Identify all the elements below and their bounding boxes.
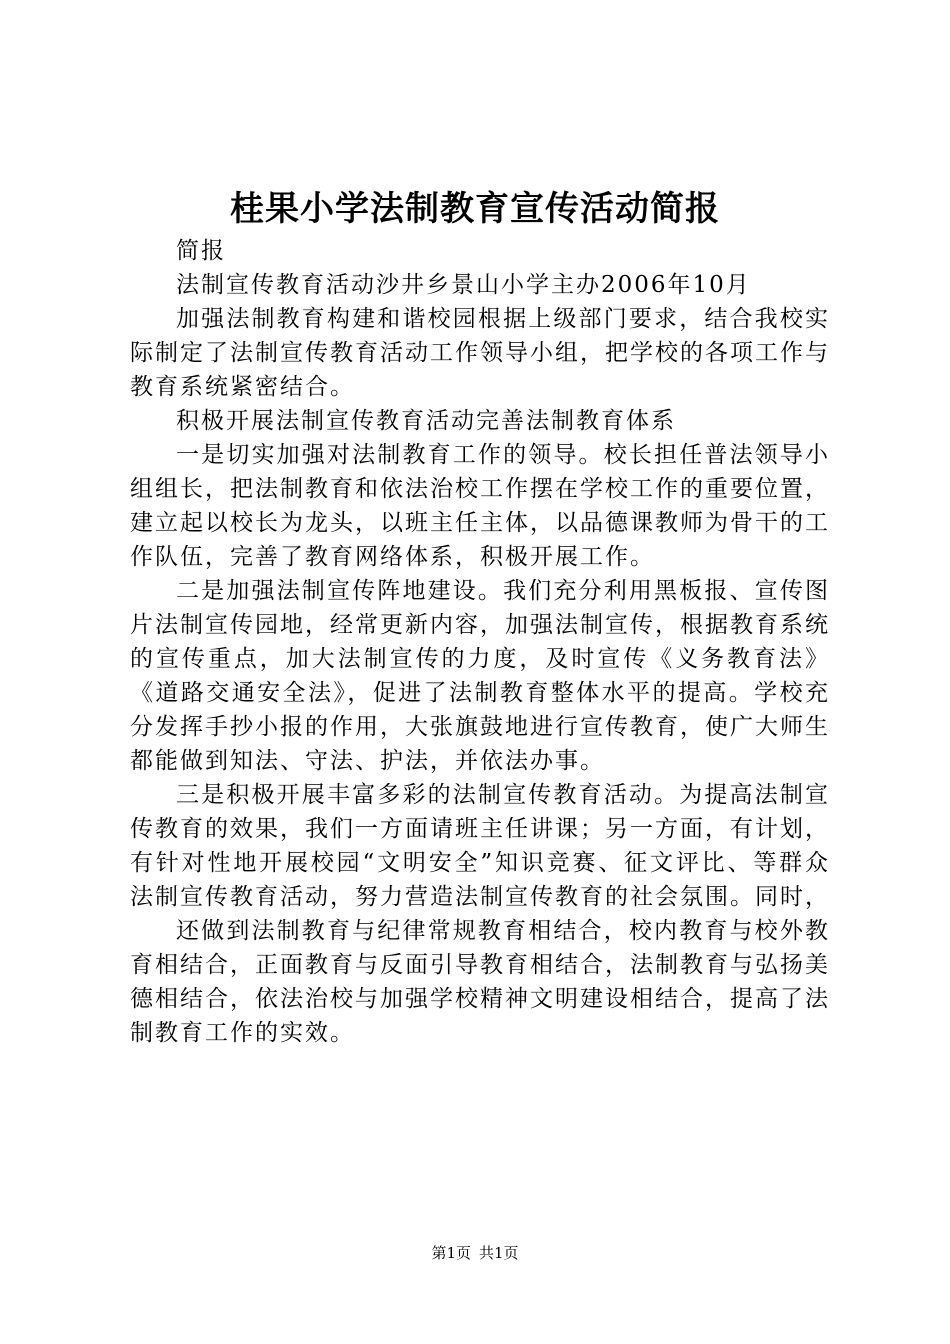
- paragraph-point-one: 一是切实加强对法制教育工作的领导。校长担任普法领导小组组长，把法制教育和依法治校工作摆在学校工作的重要位置，建立起以校长为龙头，以班主任主体，以品德课教师为骨干的工作队伍，完善了教育网络体系，积极开展工作。: [130, 442, 830, 570]
- paragraph-organizer: 法制宣传教育活动沙井乡景山小学主办2006年10月: [176, 272, 751, 298]
- page-number-current: 第1页: [431, 1244, 471, 1262]
- paragraph-point-three: 三是积极开展丰富多彩的法制宣传教育活动。为提高法制宣传教育的效果，我们一方面请班主任讲课；另一方面，有计划，有针对性地开展校园“文明安全”知识竞赛、征文评比、等群众法制宣传教育活动，努力营造法制宣传教育的社会氛围。同时，: [130, 782, 830, 910]
- document-title: 桂果小学法制教育宣传活动简报: [230, 189, 720, 229]
- page-footer: [0, 1243, 950, 1263]
- document-body: [130, 234, 830, 1050]
- page-number-total: 共1页: [479, 1244, 519, 1262]
- paragraph-intro: 加强法制教育构建和谐校园根据上级部门要求，结合我校实际制定了法制宣传教育活动工作领导小组，把学校的各项工作与教育系统紧密结合。: [130, 306, 830, 400]
- paragraph-section-heading: 积极开展法制宣传教育活动完善法制教育体系: [176, 408, 676, 434]
- paragraph-conclusion: 还做到法制教育与纪律常规教育相结合，校内教育与校外教育相结合，正面教育与反面引导教育相结合，法制教育与弘扬美德相结合，依法治校与加强学校精神文明建设相结合，提高了法制教育工作的实效。: [130, 918, 830, 1046]
- paragraph-heading-jianbao: 简报: [176, 238, 226, 264]
- paragraph-point-two: 二是加强法制宣传阵地建设。我们充分利用黑板报、宣传图片法制宣传园地，经常更新内容，加强法制宣传，根据教育系统的宣传重点，加大法制宣传的力度，及时宣传《义务教育法》《道路交通安全法》，促进了法制教育整体水平的提高。学校充分发挥手抄小报的作用，大张旗鼓地进行宣传教育，使广大师生都能做到知法、守法、护法，并依法办事。: [130, 578, 830, 774]
